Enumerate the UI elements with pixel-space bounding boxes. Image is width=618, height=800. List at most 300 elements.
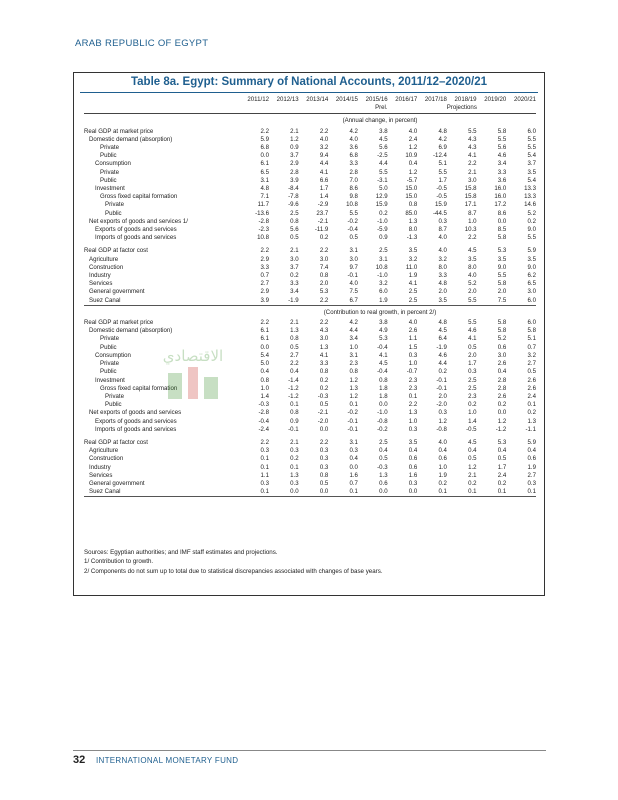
cell-value: 0.6 (408, 455, 418, 463)
cell-value: -0.8 (436, 425, 447, 433)
year-header-row (84, 95, 536, 104)
cell-value: 1.4 (260, 392, 269, 400)
row-label: General government (89, 288, 145, 296)
cell-value: 4.8 (438, 319, 447, 327)
cell-value: 2.6 (408, 327, 418, 335)
cell-value: 5.5 (527, 144, 536, 152)
cell-value: 5.8 (497, 127, 507, 135)
row-label: Net exports of goods and services 1/ (89, 217, 188, 225)
label-column-header (84, 95, 239, 104)
cell-value: 4.5 (438, 327, 447, 335)
cell-value: 5.8 (497, 327, 507, 335)
cell-value: 0.4 (438, 447, 447, 455)
cell-value: 0.4 (468, 447, 477, 455)
cell-value: 4.0 (349, 280, 358, 288)
cell-value: 0.3 (438, 217, 447, 225)
cell-value: 0.2 (438, 368, 447, 376)
cell-value: 0.4 (497, 447, 507, 455)
cell-value: 12.9 (375, 193, 388, 201)
cell-value: 0.6 (379, 479, 388, 487)
cell-value: 4.9 (379, 327, 388, 335)
cell-value: 3.5 (497, 255, 507, 263)
cell-value: 5.5 (468, 319, 477, 327)
table-row (84, 226, 536, 234)
cell-value: 0.3 (408, 425, 418, 433)
cell-value: 0.1 (438, 488, 447, 496)
cell-value: -0.5 (466, 425, 477, 433)
cell-value: 0.5 (290, 234, 299, 242)
cell-value: 15.8 (464, 185, 477, 193)
cell-value: 3.2 (527, 351, 536, 359)
cell-value: 3.4 (290, 288, 299, 296)
cell-value: 0.7 (349, 479, 358, 487)
cell-value: 0.2 (527, 217, 536, 225)
cell-value: -1.4 (288, 376, 299, 384)
national-accounts-table (84, 95, 536, 497)
cell-value: -1.0 (377, 217, 388, 225)
cell-value: 0.1 (349, 401, 358, 409)
year-header: 2018/19 (454, 96, 477, 103)
cell-value: 14.6 (524, 201, 536, 209)
cell-value: 1.2 (349, 392, 358, 400)
cell-value: 4.8 (438, 127, 447, 135)
cell-value: 5.0 (379, 185, 388, 193)
cell-value: 1.0 (408, 417, 418, 425)
cell-value: 3.0 (319, 255, 329, 263)
cell-value: 2.2 (319, 247, 329, 255)
cell-value: 1.3 (319, 343, 329, 351)
cell-value: 5.9 (260, 135, 269, 143)
cell-value: 5.9 (527, 247, 536, 255)
cell-value: 4.2 (349, 127, 358, 135)
cell-value: 10.8 (257, 234, 269, 242)
cell-value: 9.8 (349, 193, 358, 201)
row-label: Public (105, 401, 122, 409)
row-label: Industry (89, 272, 111, 280)
cell-value: 1.3 (379, 471, 388, 479)
cell-value: 5.0 (260, 360, 269, 368)
cell-value: 2.0 (319, 280, 329, 288)
section2-unit: (Contribution to real growth, in percent 2/) (323, 308, 437, 316)
cell-value: 6.7 (349, 296, 358, 304)
cell-value: -1.1 (525, 425, 536, 433)
cell-value: 5.5 (438, 168, 447, 176)
row-label: Services (89, 280, 113, 288)
cell-value: 3.7 (527, 160, 536, 168)
cell-value: 0.3 (468, 368, 477, 376)
cell-value: -7.8 (288, 193, 299, 201)
cell-value: 17.1 (464, 201, 477, 209)
cell-value: 1.2 (290, 135, 299, 143)
table-title: Table 8a. Egypt: Summary of National Accounts, 2011/12–2020/21 (130, 76, 487, 88)
row-label: Gross fixed capital formation (100, 193, 178, 201)
cell-value: 5.3 (497, 438, 507, 446)
svg-text:الاقتصادي: الاقتصادي (162, 347, 224, 365)
cell-value: 0.0 (408, 488, 418, 496)
year-header: 2012/13 (276, 96, 299, 103)
table-row (84, 455, 536, 463)
cell-value: 6.6 (319, 176, 329, 184)
row-label: Industry (89, 463, 111, 471)
cell-value: 0.1 (260, 488, 269, 496)
row-label: Real GDP at market price (84, 319, 154, 327)
cell-value: 1.1 (260, 471, 269, 479)
cell-value: 3.4 (497, 160, 507, 168)
cell-value: 5.5 (379, 168, 388, 176)
cell-value: 0.5 (379, 455, 388, 463)
table-row (84, 218, 536, 226)
cell-value: 0.5 (319, 401, 329, 409)
row-label: Private (105, 201, 124, 209)
cell-value: -0.4 (377, 343, 388, 351)
cell-value: 0.8 (319, 272, 329, 280)
cell-value: 0.6 (527, 455, 536, 463)
row-label: Private (100, 335, 119, 343)
table-row (84, 144, 536, 152)
cell-value: 4.0 (438, 247, 447, 255)
cell-value: 8.0 (468, 263, 477, 271)
row-label: Public (100, 368, 117, 376)
cell-value: 1.9 (438, 471, 447, 479)
cell-value: 0.9 (290, 144, 299, 152)
cell-value: 2.9 (260, 255, 269, 263)
cell-value: 0.1 (408, 392, 418, 400)
cell-value: 4.0 (319, 135, 329, 143)
cell-value: 0.5 (349, 234, 358, 242)
cell-value: 0.8 (290, 217, 299, 225)
cell-value: 2.1 (290, 127, 299, 135)
cell-value: 2.8 (290, 168, 299, 176)
table-frame (73, 72, 545, 596)
table-row (84, 288, 536, 296)
cell-value: 8.6 (497, 209, 507, 217)
cell-value: 8.0 (408, 226, 418, 234)
cell-value: 1.9 (527, 463, 536, 471)
cell-value: 3.5 (408, 438, 418, 446)
cell-value: 0.1 (527, 488, 536, 496)
cell-value: 4.8 (260, 185, 269, 193)
cell-value: -9.6 (288, 201, 299, 209)
cell-value: 2.3 (408, 384, 418, 392)
cell-value: 0.6 (497, 343, 507, 351)
cell-value: 3.1 (349, 247, 358, 255)
cell-value: -1.0 (377, 272, 388, 280)
note-2: 2/ Components do not sum up to total due to statistical discrepancies associated with changes of base years. (84, 567, 383, 575)
table-row (84, 185, 536, 193)
cell-value: -2.1 (317, 217, 329, 225)
cell-value: 7.5 (349, 288, 358, 296)
cell-value: 4.3 (468, 144, 477, 152)
cell-value: 5.8 (497, 319, 507, 327)
cell-value: 1.1 (408, 335, 418, 343)
table-row (84, 272, 536, 280)
cell-value: 3.1 (260, 176, 269, 184)
cell-value: -2.0 (436, 401, 447, 409)
cell-value: 4.5 (379, 360, 388, 368)
cell-value: 13.3 (524, 193, 536, 201)
cell-value: -1.9 (436, 343, 447, 351)
cell-value: 2.1 (290, 247, 299, 255)
table-row (84, 319, 536, 327)
cell-value: 4.4 (319, 160, 329, 168)
cell-value: 1.2 (408, 144, 418, 152)
cell-value: 5.3 (497, 247, 507, 255)
cell-value: -2.9 (317, 201, 329, 209)
cell-value: 0.5 (290, 343, 299, 351)
cell-value: 1.3 (527, 417, 536, 425)
cell-value: 2.1 (468, 471, 477, 479)
cell-value: 15.0 (405, 193, 418, 201)
cell-value: 5.4 (527, 152, 536, 160)
cell-value: 3.2 (319, 144, 329, 152)
table-row (84, 280, 536, 288)
cell-value: 1.2 (349, 376, 358, 384)
row-label: Investment (95, 185, 125, 193)
cell-value: 3.2 (408, 255, 418, 263)
row-label: Exports of goods and services (95, 417, 177, 425)
footer-divider (73, 750, 546, 751)
title-divider (80, 92, 538, 93)
table-row (84, 409, 536, 417)
cell-value: -0.1 (347, 417, 358, 425)
cell-value: 6.4 (438, 335, 447, 343)
cell-value: 0.5 (468, 455, 477, 463)
cell-value: 0.4 (408, 447, 418, 455)
cell-value: 3.9 (260, 296, 269, 304)
row-label: Suez Canal (89, 296, 121, 304)
cell-value: 4.2 (438, 135, 447, 143)
cell-value: 2.1 (290, 438, 299, 446)
cell-value: 3.5 (527, 255, 536, 263)
cell-value: 0.6 (408, 463, 418, 471)
cell-value: 1.3 (349, 384, 358, 392)
cell-value: 2.6 (527, 376, 536, 384)
cell-value: 0.3 (408, 351, 418, 359)
cell-value: 0.0 (497, 217, 507, 225)
cell-value: 1.0 (408, 360, 418, 368)
table-row (84, 472, 536, 480)
row-label: Imports of goods and services (95, 425, 177, 433)
cell-value: -0.8 (377, 417, 388, 425)
cell-value: 3.3 (290, 280, 299, 288)
cell-value: 0.2 (468, 401, 477, 409)
cell-value: -0.2 (347, 409, 358, 417)
cell-value: -1.0 (377, 409, 388, 417)
row-label: Public (100, 152, 117, 160)
cell-value: 8.7 (468, 209, 477, 217)
cell-value: 2.8 (349, 168, 358, 176)
cell-value: 3.3 (319, 360, 329, 368)
cell-value: 3.0 (527, 288, 536, 296)
year-header: 2020/21 (513, 96, 536, 103)
cell-value: -1.3 (406, 234, 418, 242)
cell-value: 1.3 (290, 471, 299, 479)
cell-value: 2.0 (468, 288, 477, 296)
row-label: Imports of goods and services (95, 234, 177, 242)
cell-value: -0.1 (436, 384, 447, 392)
table-row (84, 264, 536, 272)
cell-value: 5.5 (497, 272, 507, 280)
cell-value: -0.4 (347, 226, 358, 234)
cell-value: 2.3 (408, 376, 418, 384)
cell-value: 8.5 (497, 226, 507, 234)
cell-value: 0.1 (260, 455, 269, 463)
table-row (84, 128, 536, 136)
cell-value: 10.8 (375, 263, 388, 271)
table-notes (84, 548, 383, 576)
cell-value: 1.7 (497, 463, 507, 471)
row-label: General government (89, 479, 145, 487)
cell-value: 0.5 (527, 368, 536, 376)
row-label: Consumption (95, 160, 131, 168)
cell-value: 0.0 (319, 425, 329, 433)
cell-value: 5.5 (497, 135, 507, 143)
cell-value: 0.4 (379, 447, 388, 455)
cell-value: 6.0 (527, 296, 536, 304)
cell-value: -44.5 (433, 209, 447, 217)
cell-value: 0.9 (379, 234, 388, 242)
cell-value: 5.5 (468, 127, 477, 135)
row-label: Investment (95, 376, 125, 384)
cell-value: 5.1 (438, 160, 447, 168)
cell-value: -3.1 (377, 176, 388, 184)
cell-value: 5.2 (527, 209, 536, 217)
cell-value: 0.2 (319, 376, 329, 384)
row-label: Agriculture (89, 447, 119, 455)
row-label: Domestic demand (absorption) (89, 135, 173, 143)
cell-value: 23.7 (316, 209, 329, 217)
cell-value: 1.7 (438, 176, 447, 184)
cell-value: 7.5 (497, 296, 507, 304)
cell-value: -2.8 (258, 409, 269, 417)
cell-value: 0.2 (468, 479, 477, 487)
cell-value: -0.3 (377, 463, 388, 471)
cell-value: 5.5 (527, 135, 536, 143)
cell-value: 2.4 (408, 135, 418, 143)
cell-value: 2.8 (497, 376, 507, 384)
cell-value: 3.4 (349, 335, 358, 343)
cell-value: 3.0 (349, 255, 358, 263)
cell-value: -11.9 (314, 226, 329, 234)
cell-value: 6.8 (260, 144, 269, 152)
table-row (84, 464, 536, 472)
cell-value: 2.5 (408, 296, 418, 304)
cell-value: 0.2 (497, 479, 507, 487)
cell-value: -0.4 (258, 417, 269, 425)
cell-value: 4.1 (468, 335, 477, 343)
cell-value: 2.9 (290, 160, 299, 168)
row-label: Private (100, 144, 119, 152)
cell-value: 5.5 (468, 296, 477, 304)
cell-value: 2.2 (468, 234, 477, 242)
cell-value: 2.2 (319, 127, 329, 135)
cell-value: 0.8 (319, 471, 329, 479)
cell-value: 2.2 (319, 438, 329, 446)
footer-text: INTERNATIONAL MONETARY FUND (96, 756, 239, 765)
cell-value: 1.0 (260, 384, 269, 392)
cell-value: 6.8 (349, 152, 358, 160)
cell-value: 0.2 (497, 401, 507, 409)
cell-value: -0.4 (377, 368, 388, 376)
cell-value: 1.4 (468, 417, 477, 425)
cell-value: 6.2 (527, 272, 536, 280)
cell-value: 2.5 (379, 247, 388, 255)
cell-value: 7.1 (260, 193, 269, 201)
cell-value: 2.2 (319, 296, 329, 304)
cell-value: 0.1 (527, 401, 536, 409)
cell-value: -0.7 (406, 368, 418, 376)
row-label: Exports of goods and services (95, 226, 177, 234)
cell-value: 2.0 (438, 288, 447, 296)
cell-value: -1.2 (288, 392, 299, 400)
cell-value: 2.4 (497, 471, 507, 479)
cell-value: 4.1 (408, 280, 418, 288)
cell-value: 1.7 (319, 185, 329, 193)
row-label: Domestic demand (absorption) (89, 327, 173, 335)
cell-value: -5.9 (377, 226, 388, 234)
projections-label: Projections (446, 104, 477, 112)
cell-value: 2.4 (527, 392, 536, 400)
row-label: Private (100, 168, 119, 176)
cell-value: 0.2 (319, 234, 329, 242)
cell-value: 2.2 (319, 319, 329, 327)
cell-value: 3.9 (290, 176, 299, 184)
cell-value: 0.3 (290, 479, 299, 487)
cell-value: 0.4 (497, 368, 507, 376)
cell-value: -0.1 (288, 425, 299, 433)
cell-value: 2.7 (260, 280, 269, 288)
page-number: 32 (73, 754, 86, 766)
cell-value: 3.0 (319, 335, 329, 343)
cell-value: 0.6 (438, 455, 447, 463)
cell-value: 4.2 (349, 319, 358, 327)
table-row (84, 488, 536, 497)
table-row (84, 426, 536, 434)
cell-value: 15.9 (375, 201, 388, 209)
cell-value: 4.4 (438, 360, 447, 368)
cell-value: 2.6 (497, 360, 507, 368)
cell-value: 2.2 (290, 360, 299, 368)
cell-value: 0.0 (497, 409, 507, 417)
cell-value: 5.9 (527, 438, 536, 446)
cell-value: 0.2 (319, 384, 329, 392)
cell-value: 3.5 (527, 168, 536, 176)
cell-value: 2.5 (408, 288, 418, 296)
cell-value: -0.2 (347, 217, 358, 225)
cell-value: 4.0 (438, 438, 447, 446)
cell-value: 1.0 (349, 343, 358, 351)
cell-value: 15.0 (405, 185, 418, 193)
cell-value: 2.3 (349, 360, 358, 368)
cell-value: 2.5 (468, 384, 477, 392)
cell-value: 4.3 (319, 327, 329, 335)
table-row (84, 210, 536, 218)
cell-value: 4.6 (497, 152, 507, 160)
cell-value: 0.1 (497, 488, 507, 496)
cell-value: 6.0 (527, 319, 536, 327)
cell-value: 2.2 (260, 247, 269, 255)
table-row (84, 136, 536, 144)
cell-value: 4.5 (468, 438, 477, 446)
cell-value: -2.8 (258, 217, 269, 225)
cell-value: 3.2 (438, 255, 447, 263)
cell-value: 3.3 (438, 272, 447, 280)
cell-value: 0.7 (527, 343, 536, 351)
cell-value: 16.0 (494, 185, 507, 193)
cell-value: -5.7 (406, 176, 418, 184)
cell-value: 0.3 (290, 447, 299, 455)
table-row (84, 169, 536, 177)
